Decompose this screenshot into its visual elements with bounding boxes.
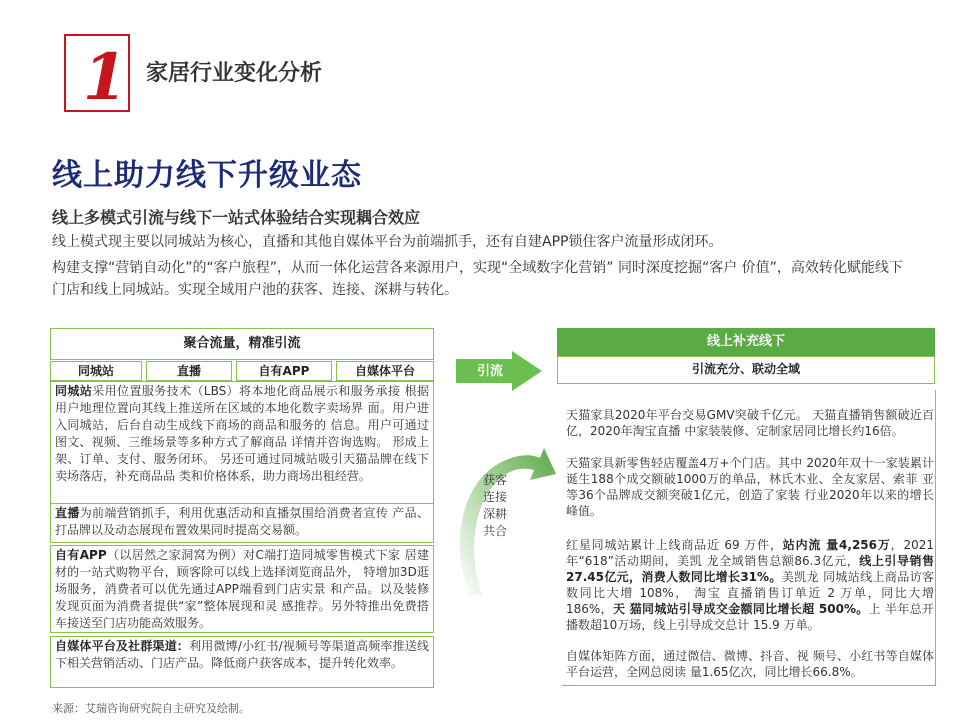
chapter-number: 1 bbox=[82, 40, 128, 115]
body-text: 红星同城站累计上线商品近 69 万件， bbox=[566, 538, 783, 552]
channel-description bbox=[50, 545, 434, 633]
stat-paragraph bbox=[566, 648, 934, 680]
body-text: 上 半年总开播数超10万场，线上引导成交总计 15.9 万单。 bbox=[566, 602, 934, 632]
intro-paragraph: 构建支撑“营销自动化”的“客户旅程”，从而一体化运营各来源用户，实现“全域数字化营销” 同时深度挖掘“客户 价值”，高效转化赋能线下门店和线上同城站。实现全域用户池的获客、连接、深耕与转化。 bbox=[52, 260, 903, 298]
page-title: 线上助力线下升级业态 bbox=[52, 158, 362, 193]
stat-paragraph bbox=[566, 407, 934, 439]
flow-label: 引流 bbox=[476, 364, 503, 379]
intro-paragraph: 线上模式现主要以同城站为核心，直播和其他自媒体平台为前端抓手，还有自建APP锁住客户流量形成闭环。 bbox=[52, 234, 723, 250]
chapter-title: 家居行业变化分析 bbox=[144, 56, 322, 87]
source-note: 来源：艾瑞咨询研究院自主研究及绘制。 bbox=[52, 702, 250, 715]
stat-paragraph bbox=[566, 537, 934, 633]
right-panel-subheader: 引流充分、联动全域 bbox=[557, 356, 935, 384]
highlight-text: 站内流 量4,256万 bbox=[782, 538, 891, 552]
channel-text: 利用微博/小红书/视频号等渠道高频率推送线下相关营销活动、门店产品。降低商户获客成本，提升转化效率。 bbox=[55, 639, 429, 670]
channel-tab-self-media: 自媒体平台 bbox=[336, 361, 434, 381]
body-text: 天猫家具新零售轻店覆盖4万+个门店。其中 2020年双十一家装累计诞生188个成交额破1000万的单品，林氏木业、全友家居、索菲 亚等36个品牌成交额突破1亿元，创造了家装 行业2020年以来的增长峰值。 bbox=[566, 456, 934, 518]
stat-paragraph bbox=[566, 455, 934, 519]
body-text: 自媒体矩阵方面，通过微信、微博、抖音、视 频号、小红书等自媒体平台运营，全网总阅读 量1.65亿次，同比增长66.8%。 bbox=[566, 649, 934, 679]
highlight-text: 线上引导销售 27.45亿元，消费人数同比增长31%。 bbox=[566, 554, 934, 584]
body-text: 天猫家具2020年平台交易GMV突破千亿元。 天猫直播销售额破近百亿，2020年淘宝直播 中家装装修、定制家居同比增长约16倍。 bbox=[566, 408, 934, 438]
channel-name: 自有APP bbox=[55, 548, 107, 562]
right-panel-header: 线上补充线下 bbox=[557, 328, 935, 356]
channel-name: 自媒体平台及社群渠道： bbox=[55, 639, 190, 653]
body-text: ，2021年“618”活动期间，美凯 龙全域销售总额86.3亿元， bbox=[566, 538, 934, 568]
channel-text: （以居然之家洞窝为例）对C端打造同城零售模式下家 居建材的一站式购物平台，顾客除可以线上选择浏览商品外， 特增加3D逛场服务，消费者可以优先通过APP端看到门店实景 和产品。以及装修发现页面为消费者提供“家”整体展现和灵 感推荐。另外特推出免费搭车接送至门店功能高效服务。 bbox=[55, 548, 429, 630]
cycle-steps: 获客 连接 深耕 共合 bbox=[482, 473, 507, 538]
channel-tab-live: 直播 bbox=[146, 361, 232, 381]
channel-tab-app: 自有APP bbox=[236, 361, 332, 381]
channel-text: 为前端营销抓手，利用优惠活动和直播氛围给消费者宣传 产品、打品牌以及动态展现布置效果同时提高交易额。 bbox=[55, 506, 429, 537]
body-text: 美凯龙 同城站线上商品访客数同比大增 108%， 淘宝 直播销售订单近 2 万单，同比大增 186%， bbox=[566, 570, 934, 616]
channel-description bbox=[50, 503, 434, 543]
channel-description bbox=[50, 381, 434, 505]
left-panel-header: 聚合流量，精准引流 bbox=[50, 328, 434, 360]
page-subtitle: 线上多模式引流与线下一站式体验结合实现耦合效应 bbox=[52, 208, 421, 227]
channel-tab-city-site: 同城站 bbox=[50, 361, 142, 381]
highlight-text: 天 猫同城站引导成交金额同比增长超 500%。 bbox=[612, 602, 869, 616]
channel-name: 直播 bbox=[55, 506, 80, 520]
channel-text: 采用位置服务技术（LBS）将本地化商品展示和服务承接 根据用户地理位置向其线上推送所在区域的本地化数字卖场界 面。用户进入同城站，后台自动生成线下商场的商品和服务的 信息。用户可通过图文、视频、三维场景等多种方式了解商品 详情并咨询选购。 形成上架、订单、支付、服务闭环。 另还可通过同城站吸引天猫品牌在线下卖场落店，补充商品品 类和价格体系，助力商场出租经营。 bbox=[55, 384, 429, 483]
channel-name: 同城站 bbox=[55, 384, 93, 398]
channel-description bbox=[50, 636, 434, 688]
